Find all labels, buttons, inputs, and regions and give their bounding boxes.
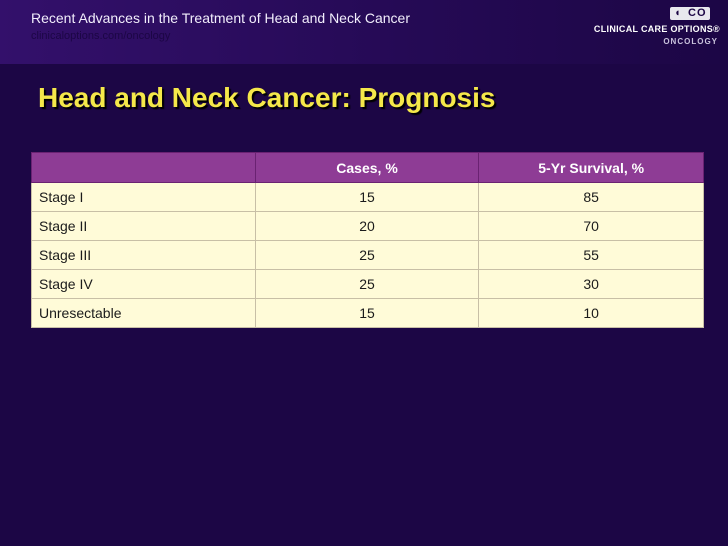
table-row — [32, 241, 704, 270]
table-row — [32, 270, 704, 299]
logo-subtitle: ONCOLOGY — [663, 37, 718, 46]
cases-cell: 25 — [255, 241, 479, 270]
header-survival: 5-Yr Survival, % — [479, 153, 704, 183]
slide-title: Head and Neck Cancer: Prognosis — [38, 82, 496, 113]
table-row — [32, 299, 704, 328]
table-row — [32, 212, 704, 241]
logo-badge-text: CO — [688, 7, 707, 19]
table-header-row — [32, 153, 704, 183]
survival-cell: 70 — [479, 212, 704, 241]
deck-url: clinicaloptions.com/oncology — [31, 30, 171, 42]
cc-logo-icon: ◖ — [674, 7, 681, 19]
cases-cell: 25 — [255, 270, 479, 299]
stage-cell: Stage IV — [32, 270, 256, 299]
logo-brand-name: CLINICAL CARE OPTIONS® — [593, 24, 720, 34]
stage-cell: Stage I — [32, 183, 256, 212]
deck-title: Recent Advances in the Treatment of Head and Neck Cancer — [31, 10, 410, 26]
stage-cell: Stage II — [32, 212, 256, 241]
header-stage — [32, 153, 256, 183]
survival-cell: 55 — [479, 241, 704, 270]
logo-badge — [670, 7, 710, 20]
table-row — [32, 183, 704, 212]
header-cases: Cases, % — [255, 153, 479, 183]
survival-cell: 10 — [479, 299, 704, 328]
clinical-care-options-logo — [560, 5, 720, 51]
survival-cell: 30 — [479, 270, 704, 299]
cases-cell: 20 — [255, 212, 479, 241]
stage-cell: Unresectable — [32, 299, 256, 328]
prognosis-table — [31, 152, 704, 328]
stage-cell: Stage III — [32, 241, 256, 270]
survival-cell: 85 — [479, 183, 704, 212]
cases-cell: 15 — [255, 299, 479, 328]
cases-cell: 15 — [255, 183, 479, 212]
